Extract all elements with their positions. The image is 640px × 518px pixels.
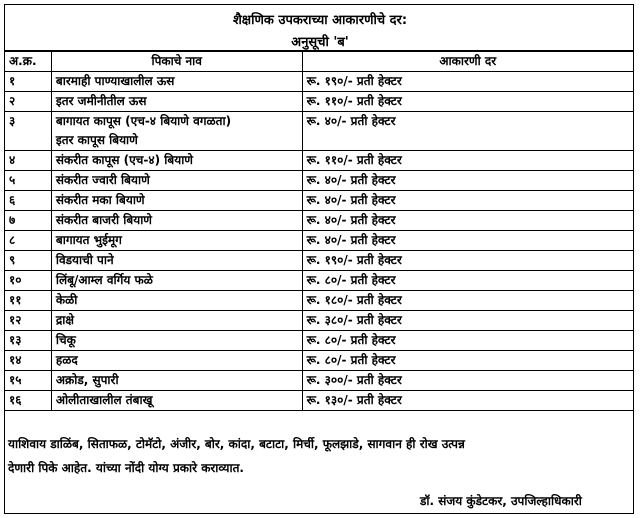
cell-serial: ३ xyxy=(5,112,52,151)
cell-serial: २ xyxy=(5,92,52,112)
cell-rate: रू. ११०/- प्रती हेक्टर xyxy=(302,92,633,112)
cell-crop-name: द्राक्षे xyxy=(51,311,302,331)
signature: डॉ. संजय कुंडेटकर, उपजिल्हाधिकारी xyxy=(420,494,582,508)
cell-rate: रू. ४०/- प्रती हेक्टर xyxy=(302,112,633,151)
document-title: शैक्षणिक उपकराच्या आकारणीचे दर: xyxy=(232,13,408,28)
cell-serial: १४ xyxy=(5,351,52,371)
table-row xyxy=(5,231,634,251)
cell-rate: रू. ४०/- प्रती हेक्टर xyxy=(302,171,633,191)
cell-serial: ८ xyxy=(5,231,52,251)
cell-serial: १५ xyxy=(5,371,52,391)
footer-note-line1: याशिवाय डाळिंब, सिताफळ, टोमॅटो, अंजीर, बोर, कांदा, बटाटा, मिर्ची, फूलझाडे, सागवान ही रोख उत्पन्न xyxy=(8,437,465,451)
cell-rate: रू. १३०/- प्रती हेक्टर xyxy=(302,391,633,411)
cell-serial: ११ xyxy=(5,291,52,311)
table-row xyxy=(5,391,634,411)
table-row xyxy=(5,251,634,271)
cell-rate: रू. ८०/- प्रती हेक्टर xyxy=(302,351,633,371)
cell-crop-name: संकरीत बाजरी बियाणे xyxy=(51,211,302,231)
table-row xyxy=(5,151,634,171)
cell-crop-name: संकरीत कापूस (एच-४) बियाणे xyxy=(51,151,302,171)
table-row xyxy=(5,92,634,112)
cell-crop-name: चिकू xyxy=(51,331,302,351)
cell-rate: रू. ११०/- प्रती हेक्टर xyxy=(302,151,633,171)
table-row xyxy=(5,371,634,391)
header-serial: अ.क्र. xyxy=(5,52,52,72)
cell-serial: ५ xyxy=(5,171,52,191)
table-row xyxy=(5,191,634,211)
footer-note xyxy=(8,432,628,480)
cell-crop-name: इतर जमीनीतील ऊस xyxy=(51,92,302,112)
cell-rate: रू. ८०/- प्रती हेक्टर xyxy=(302,331,633,351)
cell-serial: ७ xyxy=(5,211,52,231)
rates-table xyxy=(4,51,634,411)
cell-rate: रू. ३८०/- प्रती हेक्टर xyxy=(302,311,633,331)
cell-crop-name: संकरीत ज्वारी बियाणे xyxy=(51,171,302,191)
cell-serial: ९ xyxy=(5,251,52,271)
cell-serial: ६ xyxy=(5,191,52,211)
table-row xyxy=(5,331,634,351)
cell-crop-name-line1: बागायत कापूस (एच-४ बियाणे वगळता) xyxy=(55,114,232,128)
cell-crop-name: संकरीत मका बियाणे xyxy=(51,191,302,211)
table-row xyxy=(5,112,634,151)
cell-crop-name-line2: इतर कापूस बियाणे xyxy=(55,133,138,147)
cell-serial: १२ xyxy=(5,311,52,331)
cell-rate: रू. ४०/- प्रती हेक्टर xyxy=(302,211,633,231)
cell-rate: रू. ३००/- प्रती हेक्टर xyxy=(302,371,633,391)
cell-crop-name: ओलीताखालील तंबाखू xyxy=(51,391,302,411)
cell-crop-name: अक्रोड, सुपारी xyxy=(51,371,302,391)
schedule-subtitle: अनुसूची 'ब' xyxy=(291,35,349,50)
header-crop-name: पिकाचे नाव xyxy=(51,52,302,72)
table-header-row xyxy=(5,52,634,72)
cell-crop-name xyxy=(51,112,302,151)
cell-crop-name: हळद xyxy=(51,351,302,371)
cell-rate: रू. १९०/- प्रती हेक्टर xyxy=(302,72,633,92)
cell-rate: रू. ४०/- प्रती हेक्टर xyxy=(302,231,633,251)
cell-crop-name: विडयाची पाने xyxy=(51,251,302,271)
cell-serial: १० xyxy=(5,271,52,291)
cell-serial: १३ xyxy=(5,331,52,351)
cell-rate: रू. ८०/- प्रती हेक्टर xyxy=(302,271,633,291)
cell-rate: रू. ४०/- प्रती हेक्टर xyxy=(302,191,633,211)
cell-crop-name: बागायत भुईमूग xyxy=(51,231,302,251)
table-row xyxy=(5,271,634,291)
footer-note-line2: देणारी पिके आहेत. यांच्या नोंदी योग्य प्रकारे कराव्यात. xyxy=(8,461,244,475)
header-rate: आकारणी दर xyxy=(302,52,633,72)
cell-serial: १ xyxy=(5,72,52,92)
table-row xyxy=(5,72,634,92)
cell-rate: रू. १९०/- प्रती हेक्टर xyxy=(302,251,633,271)
table-row xyxy=(5,291,634,311)
cell-crop-name: लिंबू/आम्ल वर्गिय फळे xyxy=(51,271,302,291)
table-row xyxy=(5,211,634,231)
cell-crop-name: बारमाही पाण्याखालील ऊस xyxy=(51,72,302,92)
cell-rate: रू. १८०/- प्रती हेक्टर xyxy=(302,291,633,311)
table-row xyxy=(5,351,634,371)
cell-serial: ४ xyxy=(5,151,52,171)
cell-serial: १६ xyxy=(5,391,52,411)
table-row xyxy=(5,171,634,191)
table-row xyxy=(5,311,634,331)
cell-crop-name: केळी xyxy=(51,291,302,311)
